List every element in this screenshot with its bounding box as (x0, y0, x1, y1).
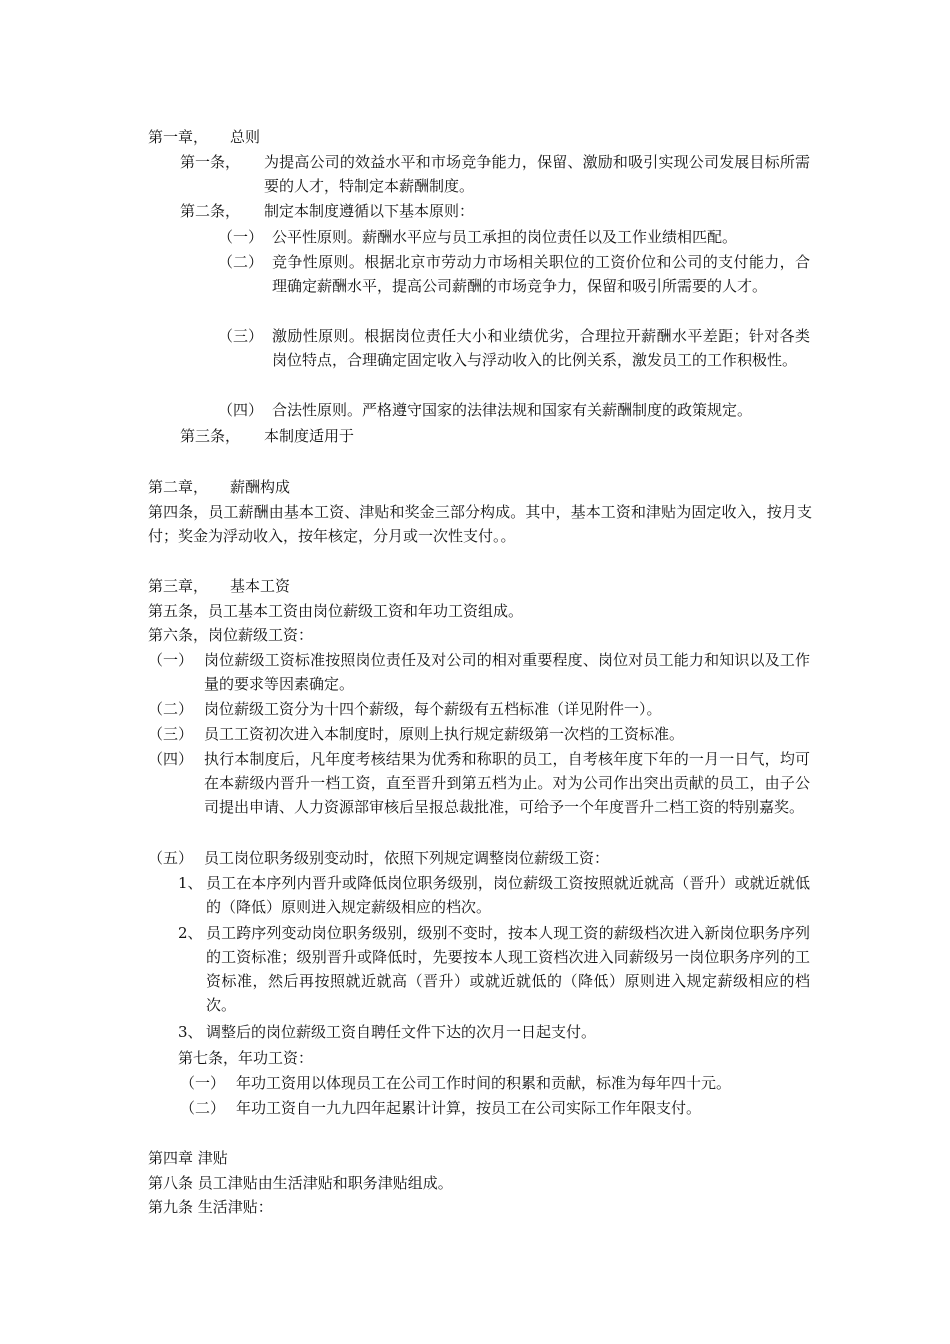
item-number: （一） (218, 228, 264, 246)
principle-item (218, 250, 810, 298)
article-number: 第一条， (180, 153, 241, 171)
article-8: 第八条 员工津贴由生活津贴和职务津贴组成。 (148, 1174, 453, 1192)
article-1 (180, 150, 810, 198)
article-2 (180, 199, 810, 223)
chapter-title: 薪酬构成 (230, 478, 291, 496)
article-7: 第七条，年功工资： (178, 1049, 314, 1067)
chapter4-heading: 第四章 津贴 (148, 1149, 228, 1167)
item-number: （三） (218, 327, 264, 345)
item-text: 竞争性原则。根据北京市劳动力市场相关职位的工资价位和公司的支付能力，合理确定薪酬水平，提高公司薪酬的市场竞争力，保留和吸引所需要的人才。 (272, 253, 810, 295)
item-text: 年功工资自一九九四年起累计计算，按员工在公司实际工作年限支付。 (236, 1099, 702, 1117)
wage-item (148, 697, 810, 721)
item-number: （一） (148, 651, 194, 669)
item-number: （二） (218, 253, 264, 271)
seniority-item (180, 1096, 810, 1120)
chapter3-heading (148, 574, 290, 598)
article-number: 第三条， (180, 427, 241, 445)
item-number: （三） (148, 725, 194, 743)
item-number: （二） (180, 1099, 226, 1117)
article-4: 第四条，员工薪酬由基本工资、津贴和奖金三部分构成。其中，基本工资和津贴为固定收入，按月支付；奖金为浮动收入，按年核定，分月或一次性支付。。 (148, 503, 812, 545)
rule-number: 2、 (178, 924, 203, 942)
item-text: 合法性原则。严格遵守国家的法律法规和国家有关薪酬制度的政策规定。 (272, 401, 753, 419)
adjust-rule (178, 1020, 810, 1044)
chapter-number: 第三章， (148, 577, 209, 595)
article-6: 第六条，岗位薪级工资： (148, 626, 314, 644)
item-text: 公平性原则。薪酬水平应与员工承担的岗位责任以及工作业绩相匹配。 (272, 228, 738, 246)
chapter-number: 第二章， (148, 478, 209, 496)
rule-number: 1、 (178, 874, 203, 892)
adjust-rule (178, 871, 810, 919)
item-text: 执行本制度后，凡年度考核结果为优秀和称职的员工，自考核年度下年的一月一日气，均可在本薪级内晋升一档工资，直至晋升到第五档为止。对为公司作出突出贡献的员工，由子公司提出申请、人力资源部审核后呈报总裁批准，可给予一个年度晋升二档工资的特别嘉奖。 (204, 750, 810, 816)
principle-item (218, 324, 810, 372)
item-number: （一） (180, 1074, 226, 1092)
rule-text: 员工在本序列内晋升或降低岗位职务级别，岗位薪级工资按照就近就高（晋升）或就近就低的（降低）原则进入规定薪级相应的档次。 (206, 874, 810, 916)
wage-item (148, 722, 810, 746)
item-text: 年功工资用以体现员工在公司工作时间的积累和贡献，标准为每年四十元。 (236, 1074, 732, 1092)
adjust-rule (178, 921, 810, 1017)
item-number: （五） (148, 849, 194, 867)
chapter2-heading (148, 475, 290, 499)
chapter-title: 基本工资 (230, 577, 291, 595)
wage-item (148, 846, 810, 870)
principle-item (218, 225, 810, 249)
article-text: 制定本制度遵循以下基本原则： (264, 202, 475, 220)
article-text: 为提高公司的效益水平和市场竞争能力，保留、激励和吸引实现公司发展目标所需要的人才，特制定本薪酬制度。 (264, 153, 810, 195)
item-number: （二） (148, 700, 194, 718)
chapter-title: 总则 (230, 128, 261, 146)
wage-item (148, 747, 810, 819)
item-number: （四） (148, 750, 194, 768)
wage-item (148, 648, 810, 696)
item-text: 岗位薪级工资分为十四个薪级，每个薪级有五档标准（详见附件一）。 (204, 700, 662, 718)
seniority-item (180, 1071, 810, 1095)
article-9: 第九条 生活津贴： (148, 1198, 273, 1216)
item-text: 岗位薪级工资标准按照岗位责任及对公司的相对重要程度、岗位对员工能力和知识以及工作量的要求等因素确定。 (204, 651, 810, 693)
rule-text: 员工跨序列变动岗位职务级别，级别不变时，按本人现工资的薪级档次进入新岗位职务序列的工资标准；级别晋升或降低时，先要按本人现工资档次进入同薪级另一岗位职务序列的工资标准，然后再按照就近就高（晋升）或就近就低的（降低）原则进入规定薪级相应的档次。 (206, 924, 810, 1014)
item-text: 激励性原则。根据岗位责任大小和业绩优劣，合理拉开薪酬水平差距；针对各类岗位特点，合理确定固定收入与浮动收入的比例关系，激发员工的工作积极性。 (272, 327, 810, 369)
item-text: 员工工资初次进入本制度时，原则上执行规定薪级第一次档的工资标准。 (204, 725, 685, 743)
rule-number: 3、 (178, 1023, 203, 1041)
article-5: 第五条，员工基本工资由岗位薪级工资和年功工资组成。 (148, 602, 524, 620)
chapter1-heading (148, 125, 260, 149)
item-text: 员工岗位职务级别变动时，依照下列规定调整岗位薪级工资： (204, 849, 610, 867)
article-text: 本制度适用于 (264, 427, 355, 445)
article-3 (180, 424, 810, 448)
item-number: （四） (218, 401, 264, 419)
article-number: 第二条， (180, 202, 241, 220)
principle-item (218, 398, 810, 422)
chapter-number: 第一章， (148, 128, 209, 146)
rule-text: 调整后的岗位薪级工资自聘任文件下达的次月一日起支付。 (206, 1023, 597, 1041)
